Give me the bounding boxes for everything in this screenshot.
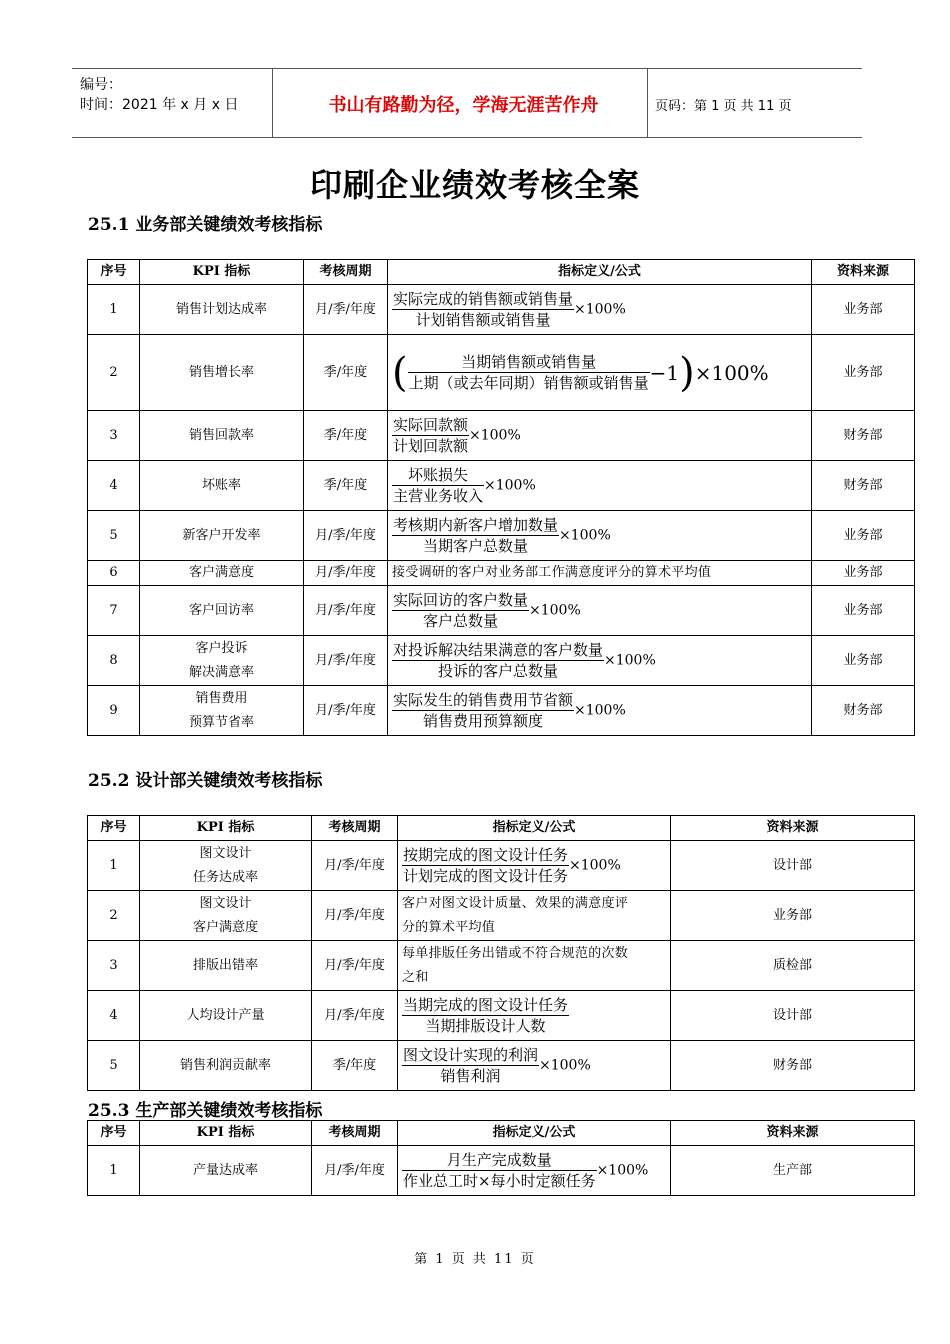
formula: 接受调研的客户对业务部工作满意度评分的算术平均值 <box>388 561 812 586</box>
table-row <box>88 686 915 736</box>
row-number: 1 <box>88 1146 140 1196</box>
table-row <box>88 586 915 636</box>
table-row <box>88 1146 915 1196</box>
formula: $\frac{\text{实际回款额}}{\text{计划回款额}}$ ×100% <box>388 411 812 461</box>
review-period: 季/年度 <box>304 461 388 511</box>
review-period: 月/季/年度 <box>312 1146 398 1196</box>
formula: $\frac{\text{按期完成的图文设计任务}}{\text{计划完成的图文设计任务}}$ ×100% <box>398 841 671 891</box>
kpi-name: 排版出错率 <box>140 941 312 991</box>
column-header: 指标定义/公式 <box>398 1121 671 1146</box>
table-row <box>88 461 915 511</box>
column-header: 考核周期 <box>312 816 398 841</box>
column-header: 指标定义/公式 <box>398 816 671 841</box>
row-number: 2 <box>88 891 140 941</box>
review-period: 季/年度 <box>304 411 388 461</box>
data-source: 业务部 <box>812 636 915 686</box>
table-row <box>88 891 915 941</box>
review-period: 月/季/年度 <box>312 841 398 891</box>
data-source: 质检部 <box>671 941 915 991</box>
row-number: 5 <box>88 1041 140 1091</box>
table-row <box>88 941 915 991</box>
kpi-name: 客户满意度 <box>140 561 304 586</box>
column-header: 考核周期 <box>312 1121 398 1146</box>
kpi-name: 销售费用 预算节省率 <box>140 686 304 736</box>
kpi-name: 图文设计 客户满意度 <box>140 891 312 941</box>
formula: $\frac{\text{实际完成的销售额或销售量}}{\text{计划销售额或销售量}}$ ×100% <box>388 285 812 335</box>
data-source: 生产部 <box>671 1146 915 1196</box>
document-title: 印刷企业绩效考核全案 <box>309 166 640 204</box>
kpi-name: 人均设计产量 <box>140 991 312 1041</box>
kpi-name: 客户投诉 解决满意率 <box>140 636 304 686</box>
row-number: 7 <box>88 586 140 636</box>
column-header: KPI 指标 <box>140 260 304 285</box>
header-motto: 书山有路勤为径，学海无涯苦作舟 <box>328 95 599 116</box>
data-source: 业务部 <box>812 561 915 586</box>
kpi-table-production <box>87 1120 915 1196</box>
table-row <box>88 1041 915 1091</box>
data-source: 业务部 <box>671 891 915 941</box>
formula: $\frac{\text{实际发生的销售费用节省额}}{\text{销售费用预算额度}}$ ×100% <box>388 686 812 736</box>
review-period: 月/季/年度 <box>304 285 388 335</box>
kpi-name: 客户回访率 <box>140 586 304 636</box>
review-period: 月/季/年度 <box>304 636 388 686</box>
kpi-name: 销售计划达成率 <box>140 285 304 335</box>
header-divider <box>272 69 273 137</box>
kpi-name: 销售回款率 <box>140 411 304 461</box>
row-number: 4 <box>88 991 140 1041</box>
table-row <box>88 285 915 335</box>
header-meta <box>80 75 238 115</box>
column-header: KPI 指标 <box>140 1121 312 1146</box>
column-header: 指标定义/公式 <box>388 260 812 285</box>
column-header: 考核周期 <box>304 260 388 285</box>
kpi-table-design <box>87 815 915 1091</box>
row-number: 5 <box>88 511 140 561</box>
table-row <box>88 511 915 561</box>
review-period: 季/年度 <box>304 335 388 411</box>
row-number: 3 <box>88 411 140 461</box>
review-period: 月/季/年度 <box>304 561 388 586</box>
row-number: 1 <box>88 285 140 335</box>
table-row <box>88 561 915 586</box>
kpi-name: 图文设计 任务达成率 <box>140 841 312 891</box>
document-header <box>72 68 862 138</box>
formula: 每单排版任务出错或不符合规范的次数 之和 <box>398 941 671 991</box>
review-period: 月/季/年度 <box>312 991 398 1041</box>
review-period: 月/季/年度 <box>312 891 398 941</box>
formula: 客户对图文设计质量、效果的满意度评 分的算术平均值 <box>398 891 671 941</box>
table-row <box>88 335 915 411</box>
row-number: 2 <box>88 335 140 411</box>
data-source: 业务部 <box>812 285 915 335</box>
review-period: 月/季/年度 <box>312 941 398 991</box>
kpi-table-sales <box>87 259 915 736</box>
column-header: 序号 <box>88 260 140 285</box>
formula: ( $\frac{\text{当期销售额或销售量}}{\text{上期（或去年同期）销售额或销售量}}$ −1)×100% <box>388 335 812 411</box>
data-source: 财务部 <box>812 461 915 511</box>
formula: $\frac{\text{考核期内新客户增加数量}}{\text{当期客户总数量}}$ ×100% <box>388 511 812 561</box>
column-header: 资料来源 <box>671 816 915 841</box>
data-source: 设计部 <box>671 991 915 1041</box>
kpi-name: 销售利润贡献率 <box>140 1041 312 1091</box>
review-period: 月/季/年度 <box>304 686 388 736</box>
time-label: 时间：2021 年 x 月 x 日 <box>80 97 239 113</box>
row-number: 6 <box>88 561 140 586</box>
kpi-name: 坏账率 <box>140 461 304 511</box>
data-source: 设计部 <box>671 841 915 891</box>
review-period: 月/季/年度 <box>304 511 388 561</box>
formula: $\frac{\text{坏账损失}}{\text{主营业务收入}}$ ×100% <box>388 461 812 511</box>
number-label: 编号： <box>80 77 122 93</box>
formula: $\frac{\text{实际回访的客户数量}}{\text{客户总数量}}$ ×100% <box>388 586 812 636</box>
kpi-name: 产量达成率 <box>140 1146 312 1196</box>
row-number: 1 <box>88 841 140 891</box>
kpi-name: 销售增长率 <box>140 335 304 411</box>
row-number: 8 <box>88 636 140 686</box>
row-number: 9 <box>88 686 140 736</box>
data-source: 业务部 <box>812 335 915 411</box>
page-footer: 第 1 页 共 11 页 <box>414 1252 536 1267</box>
table-row <box>88 991 915 1041</box>
section-heading: 25.2 设计部关键绩效考核指标 <box>88 771 323 791</box>
page-info: 页码：第 1 页 共 11 页 <box>655 99 792 114</box>
data-source: 业务部 <box>812 586 915 636</box>
table-row <box>88 636 915 686</box>
formula: $\frac{\text{图文设计实现的利润}}{\text{销售利润}}$ ×100% <box>398 1041 671 1091</box>
column-header: 序号 <box>88 1121 140 1146</box>
table-row <box>88 411 915 461</box>
data-source: 财务部 <box>812 411 915 461</box>
section-heading: 25.1 业务部关键绩效考核指标 <box>88 215 323 235</box>
column-header: KPI 指标 <box>140 816 312 841</box>
data-source: 业务部 <box>812 511 915 561</box>
review-period: 季/年度 <box>312 1041 398 1091</box>
data-source: 财务部 <box>671 1041 915 1091</box>
column-header: 资料来源 <box>671 1121 915 1146</box>
review-period: 月/季/年度 <box>304 586 388 636</box>
formula: $\frac{\text{当期完成的图文设计任务}}{\text{当期排版设计人数}}$ <box>398 991 671 1041</box>
table-row <box>88 841 915 891</box>
column-header: 资料来源 <box>812 260 915 285</box>
formula: $\frac{\text{月生产完成数量}}{\text{作业总工时×每小时定额任务}}$ ×100% <box>398 1146 671 1196</box>
row-number: 4 <box>88 461 140 511</box>
row-number: 3 <box>88 941 140 991</box>
kpi-name: 新客户开发率 <box>140 511 304 561</box>
data-source: 财务部 <box>812 686 915 736</box>
column-header: 序号 <box>88 816 140 841</box>
section-heading: 25.3 生产部关键绩效考核指标 <box>88 1101 323 1121</box>
formula: $\frac{\text{对投诉解决结果满意的客户数量}}{\text{投诉的客户总数量}}$ ×100% <box>388 636 812 686</box>
